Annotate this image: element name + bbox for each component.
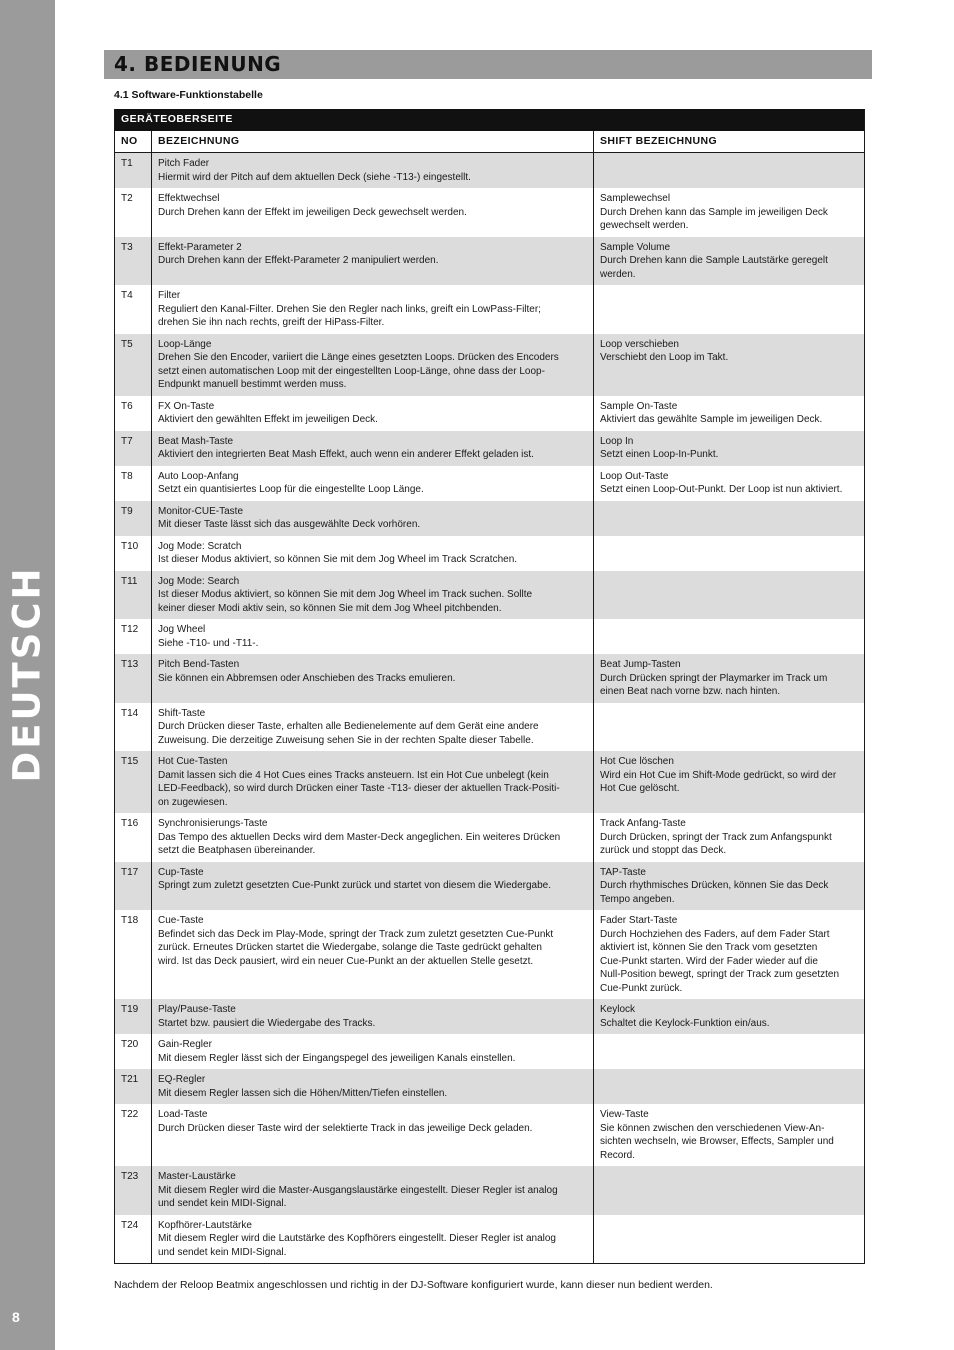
table-row bbox=[115, 619, 865, 654]
row-bezeichnung: Shift-Taste Durch Drücken dieser Taste, erhalten alle Bedienelemente auf dem Gerät eine andere Zuweisung. Die derzeitige Zuweisung sehen Sie in der rechten Spalte dieser Tabelle. bbox=[158, 707, 539, 746]
table-header-row bbox=[115, 131, 865, 153]
row-bezeichnung-cell bbox=[152, 334, 594, 396]
table-row bbox=[115, 571, 865, 620]
row-number: T24 bbox=[121, 1219, 139, 1231]
row-bezeichnung-cell bbox=[152, 703, 594, 752]
row-number-cell bbox=[115, 1166, 152, 1215]
row-shift-bezeichnung: Track Anfang-Taste Durch Drücken, springt der Track zum Anfangspunkt zurück und stoppt das Deck. bbox=[600, 818, 832, 856]
row-bezeichnung: Cup-Taste Springt zum zuletzt gesetzten Cue-Punkt zurück und startet von diesem die Wiedergabe. bbox=[158, 866, 551, 891]
table-row bbox=[115, 1069, 865, 1104]
row-bezeichnung-cell bbox=[152, 501, 594, 536]
row-number: T19 bbox=[121, 1004, 139, 1015]
table-row bbox=[115, 654, 865, 703]
row-bezeichnung: Pitch Fader Hiermit wird der Pitch auf dem aktuellen Deck (siehe -T13-) eingestellt. bbox=[158, 158, 471, 183]
row-number-cell bbox=[115, 536, 152, 571]
row-number-cell bbox=[115, 654, 152, 703]
row-number: T2 bbox=[121, 193, 133, 204]
row-bezeichnung-cell bbox=[152, 910, 594, 999]
table-row bbox=[115, 334, 865, 396]
row-bezeichnung: Play/Pause-Taste Startet bzw. pausiert die Wiedergabe des Tracks. bbox=[158, 1004, 376, 1029]
row-number-cell bbox=[115, 571, 152, 620]
row-bezeichnung: Jog Mode: Search Ist dieser Modus aktiviert, so können Sie mit dem Jog Wheel im Track suchen. Sollte keiner dieser Modi aktiv sein, so können Sie mit dem Jog Wheel pitchbenden. bbox=[158, 575, 533, 614]
row-number-cell bbox=[115, 285, 152, 334]
row-bezeichnung: Loop-Länge Drehen Sie den Encoder, variiert die Länge eines gesetzten Loops. Drücken des Encoders setzt einen automatischen Loop mit der eingestellten Loop-Länge, ohne dass der Loop- Endpunkt manuell bestimmt werden muss. bbox=[158, 338, 559, 390]
row-bezeichnung-cell bbox=[152, 466, 594, 501]
row-number: T10 bbox=[121, 540, 139, 552]
row-number: T15 bbox=[121, 756, 139, 767]
row-number: T13 bbox=[121, 659, 139, 670]
row-bezeichnung-cell bbox=[152, 1215, 594, 1264]
row-shift-bezeichnung-cell bbox=[594, 1215, 865, 1264]
row-shift-bezeichnung: Samplewechsel Durch Drehen kann das Sample im jeweiligen Deck gewechselt werden. bbox=[600, 193, 828, 231]
row-number-cell bbox=[115, 153, 152, 189]
table-row bbox=[115, 1215, 865, 1264]
row-number: T11 bbox=[121, 575, 138, 587]
table-row bbox=[115, 153, 865, 189]
row-bezeichnung: Effekt-Parameter 2 Durch Drehen kann der Effekt-Parameter 2 manipuliert werden. bbox=[158, 241, 439, 266]
row-number: T16 bbox=[121, 818, 139, 829]
row-number: T21 bbox=[121, 1074, 139, 1085]
row-bezeichnung: Effektwechsel Durch Drehen kann der Effekt im jeweiligen Deck gewechselt werden. bbox=[158, 193, 467, 218]
column-header-shift: SHIFT BEZEICHNUNG bbox=[594, 131, 865, 153]
row-bezeichnung: EQ-Regler Mit diesem Regler lassen sich die Höhen/Mitten/Tiefen einstellen. bbox=[158, 1074, 448, 1099]
row-shift-bezeichnung-cell bbox=[594, 153, 865, 189]
table-row bbox=[115, 501, 865, 536]
row-bezeichnung-cell bbox=[152, 237, 594, 286]
section-title-bar bbox=[104, 50, 872, 79]
table-row bbox=[115, 751, 865, 813]
table-row bbox=[115, 999, 865, 1034]
row-number: T23 bbox=[121, 1171, 139, 1182]
row-number-cell bbox=[115, 188, 152, 237]
column-header-no: NO bbox=[115, 131, 152, 153]
row-bezeichnung-cell bbox=[152, 751, 594, 813]
row-number-cell bbox=[115, 501, 152, 536]
table-row bbox=[115, 813, 865, 862]
row-shift-bezeichnung-cell bbox=[594, 751, 865, 813]
row-shift-bezeichnung: Keylock Schaltet die Keylock-Funktion ein/aus. bbox=[600, 1004, 770, 1029]
row-shift-bezeichnung-cell bbox=[594, 1104, 865, 1166]
row-shift-bezeichnung: Fader Start-Taste Durch Hochziehen des Faders, auf dem Fader Start aktiviert ist, können Sie den Track vom gesetzten Cue-Punkt starten. Wird der Fader wieder auf die Null-Position bewegt, springt der Track zum gesetzten Cue-Punkt zurück. bbox=[600, 915, 839, 994]
table-row bbox=[115, 285, 865, 334]
row-shift-bezeichnung-cell bbox=[594, 188, 865, 237]
row-number-cell bbox=[115, 466, 152, 501]
row-shift-bezeichnung-cell bbox=[594, 1166, 865, 1215]
row-shift-bezeichnung-cell bbox=[594, 285, 865, 334]
row-bezeichnung-cell bbox=[152, 431, 594, 466]
row-shift-bezeichnung-cell bbox=[594, 466, 865, 501]
row-bezeichnung-cell bbox=[152, 999, 594, 1034]
row-shift-bezeichnung-cell bbox=[594, 571, 865, 620]
row-number: T1 bbox=[121, 158, 133, 169]
row-bezeichnung: Monitor-CUE-Taste Mit dieser Taste lässt sich das ausgewählte Deck vorhören. bbox=[158, 505, 421, 530]
row-number-cell bbox=[115, 334, 152, 396]
row-bezeichnung: Kopfhörer-Lautstärke Mit diesem Regler wird die Lautstärke des Kopfhörers eingestellt. Dieser Regler ist analog und sendet kein MIDI-Signal. bbox=[158, 1219, 556, 1258]
table-row bbox=[115, 237, 865, 286]
row-shift-bezeichnung: Beat Jump-Tasten Durch Drücken springt der Playmarker im Track um einen Beat nach vorne bzw. nach hinten. bbox=[600, 659, 828, 697]
row-number-cell bbox=[115, 703, 152, 752]
row-number: T6 bbox=[121, 400, 133, 412]
row-bezeichnung-cell bbox=[152, 1034, 594, 1069]
row-bezeichnung: Beat Mash-Taste Aktiviert den integrierten Beat Mash Effekt, auch wenn ein anderer Effekt geladen ist. bbox=[158, 435, 534, 460]
table-row bbox=[115, 703, 865, 752]
row-shift-bezeichnung-cell bbox=[594, 536, 865, 571]
row-shift-bezeichnung-cell bbox=[594, 237, 865, 286]
row-bezeichnung-cell bbox=[152, 571, 594, 620]
row-shift-bezeichnung-cell bbox=[594, 1069, 865, 1104]
section-title: 4. BEDIENUNG bbox=[114, 52, 282, 76]
row-bezeichnung: Auto Loop-Anfang Setzt ein quantisiertes Loop für die eingestellte Loop Länge. bbox=[158, 470, 424, 495]
row-bezeichnung-cell bbox=[152, 619, 594, 654]
row-bezeichnung: Pitch Bend-Tasten Sie können ein Abbremsen oder Anschieben des Tracks emulieren. bbox=[158, 659, 456, 684]
table-row bbox=[115, 1104, 865, 1166]
row-number: T12 bbox=[121, 624, 139, 635]
row-number-cell bbox=[115, 862, 152, 911]
row-number: T9 bbox=[121, 505, 133, 517]
section-subtitle: 4.1 Software-Funktionstabelle bbox=[114, 89, 263, 101]
table-body bbox=[115, 153, 865, 1264]
row-number: T17 bbox=[121, 866, 139, 878]
table-row bbox=[115, 1034, 865, 1069]
row-bezeichnung: Jog Mode: Scratch Ist dieser Modus aktiviert, so können Sie mit dem Jog Wheel im Track Scratchen. bbox=[158, 540, 518, 565]
row-bezeichnung: Synchronisierungs-Taste Das Tempo des aktuellen Decks wird dem Master-Deck angeglichen. Ein weiteres Drücken setzt die Beatphasen übereinander. bbox=[158, 818, 561, 856]
row-shift-bezeichnung-cell bbox=[594, 396, 865, 431]
row-shift-bezeichnung-cell bbox=[594, 999, 865, 1034]
row-number-cell bbox=[115, 751, 152, 813]
row-bezeichnung-cell bbox=[152, 862, 594, 911]
row-bezeichnung: Hot Cue-Tasten Damit lassen sich die 4 Hot Cues eines Tracks ansteuern. Ist ein Hot Cue unbelegt (kein LED-Feedback), so wird durch Drücken einer Taste -T13- dieser der aktuellen Track-Positi- on zugewiesen. bbox=[158, 756, 560, 808]
row-number-cell bbox=[115, 396, 152, 431]
row-bezeichnung-cell bbox=[152, 654, 594, 703]
row-bezeichnung-cell bbox=[152, 188, 594, 237]
table-band-label: GERÄTEOBERSEITE bbox=[115, 109, 865, 131]
row-shift-bezeichnung: TAP-Taste Durch rhythmisches Drücken, können Sie das Deck Tempo angeben. bbox=[600, 866, 829, 905]
row-bezeichnung-cell bbox=[152, 1104, 594, 1166]
row-bezeichnung-cell bbox=[152, 1069, 594, 1104]
row-number: T20 bbox=[121, 1039, 139, 1050]
row-bezeichnung: FX On-Taste Aktiviert den gewählten Effekt im jeweiligen Deck. bbox=[158, 400, 378, 425]
row-number: T4 bbox=[121, 290, 133, 301]
row-number-cell bbox=[115, 431, 152, 466]
row-shift-bezeichnung: Sample On-Taste Aktiviert das gewählte Sample im jeweiligen Deck. bbox=[600, 400, 823, 425]
row-number: T8 bbox=[121, 470, 133, 482]
row-shift-bezeichnung-cell bbox=[594, 1034, 865, 1069]
row-shift-bezeichnung: Loop verschieben Verschiebt den Loop im Takt. bbox=[600, 338, 729, 363]
table-band-row bbox=[115, 109, 865, 131]
language-sidebar bbox=[0, 0, 55, 1350]
row-shift-bezeichnung-cell bbox=[594, 654, 865, 703]
row-bezeichnung: Master-Laustärke Mit diesem Regler wird die Master-Ausgangslaustärke eingestellt. Dieser Regler ist analog und sendet kein MIDI-Signal. bbox=[158, 1171, 558, 1209]
row-shift-bezeichnung: Sample Volume Durch Drehen kann die Sample Lautstärke geregelt werden. bbox=[600, 241, 828, 280]
row-number-cell bbox=[115, 910, 152, 999]
row-shift-bezeichnung: Loop In Setzt einen Loop-In-Punkt. bbox=[600, 435, 719, 460]
row-bezeichnung-cell bbox=[152, 153, 594, 189]
row-number-cell bbox=[115, 999, 152, 1034]
row-shift-bezeichnung-cell bbox=[594, 703, 865, 752]
row-shift-bezeichnung-cell bbox=[594, 813, 865, 862]
row-number: T14 bbox=[121, 707, 139, 719]
row-bezeichnung: Gain-Regler Mit diesem Regler lässt sich der Eingangspegel des jeweiligen Kanals einstellen. bbox=[158, 1039, 516, 1064]
table-row bbox=[115, 188, 865, 237]
row-number: T7 bbox=[121, 435, 133, 447]
row-number-cell bbox=[115, 1104, 152, 1166]
table-row bbox=[115, 1166, 865, 1215]
language-label: DEUTSCH bbox=[5, 565, 49, 783]
table-row bbox=[115, 396, 865, 431]
column-header-bezeichnung: BEZEICHNUNG bbox=[152, 131, 594, 153]
row-number-cell bbox=[115, 1069, 152, 1104]
row-bezeichnung: Cue-Taste Befindet sich das Deck im Play-Mode, springt der Track zum zuletzt gesetzten Cue-Punkt zurück. Erneutes Drücken startet die Wiedergabe, solange die Taste gedrückt gehalten wird. Ist das Deck pausiert, wird ein neuer Cue-Punkt an der aktuellen Stelle gesetzt. bbox=[158, 915, 554, 967]
row-number: T3 bbox=[121, 241, 133, 253]
table-row bbox=[115, 466, 865, 501]
row-number-cell bbox=[115, 619, 152, 654]
row-bezeichnung-cell bbox=[152, 285, 594, 334]
row-shift-bezeichnung-cell bbox=[594, 501, 865, 536]
row-shift-bezeichnung: View-Taste Sie können zwischen den verschiedenen View-An- sichten wechseln, wie Browser, Effects, Sampler und Record. bbox=[600, 1109, 834, 1161]
row-number: T18 bbox=[121, 915, 139, 926]
row-number: T22 bbox=[121, 1109, 139, 1120]
footer-note: Nachdem der Reloop Beatmix angeschlossen und richtig in der DJ-Software konfiguriert wurde, kann dieser nun bedient werden. bbox=[114, 1279, 713, 1291]
row-number: T5 bbox=[121, 338, 133, 350]
row-shift-bezeichnung-cell bbox=[594, 334, 865, 396]
row-bezeichnung: Jog Wheel Siehe -T10- und -T11-. bbox=[158, 624, 259, 649]
row-bezeichnung: Filter Reguliert den Kanal-Filter. Drehen Sie den Regler nach links, greift ein LowPass-Filter; drehen Sie ihn nach rechts, greift der HiPass-Filter. bbox=[158, 290, 541, 328]
row-shift-bezeichnung-cell bbox=[594, 910, 865, 999]
row-shift-bezeichnung-cell bbox=[594, 619, 865, 654]
table-row bbox=[115, 862, 865, 911]
page-number: 8 bbox=[12, 1309, 20, 1325]
row-bezeichnung-cell bbox=[152, 396, 594, 431]
row-bezeichnung-cell bbox=[152, 813, 594, 862]
row-bezeichnung: Load-Taste Durch Drücken dieser Taste wird der selektierte Track in das jeweilige Deck geladen. bbox=[158, 1109, 533, 1134]
row-number-cell bbox=[115, 813, 152, 862]
table-row bbox=[115, 536, 865, 571]
row-number-cell bbox=[115, 1215, 152, 1264]
function-table bbox=[114, 109, 865, 1264]
row-number-cell bbox=[115, 237, 152, 286]
table-row bbox=[115, 910, 865, 999]
row-number-cell bbox=[115, 1034, 152, 1069]
row-shift-bezeichnung-cell bbox=[594, 431, 865, 466]
row-bezeichnung-cell bbox=[152, 536, 594, 571]
row-shift-bezeichnung-cell bbox=[594, 862, 865, 911]
table-row bbox=[115, 431, 865, 466]
row-shift-bezeichnung: Loop Out-Taste Setzt einen Loop-Out-Punkt. Der Loop ist nun aktiviert. bbox=[600, 470, 843, 495]
row-shift-bezeichnung: Hot Cue löschen Wird ein Hot Cue im Shift-Mode gedrückt, so wird der Hot Cue gelöscht. bbox=[600, 756, 837, 794]
row-bezeichnung-cell bbox=[152, 1166, 594, 1215]
